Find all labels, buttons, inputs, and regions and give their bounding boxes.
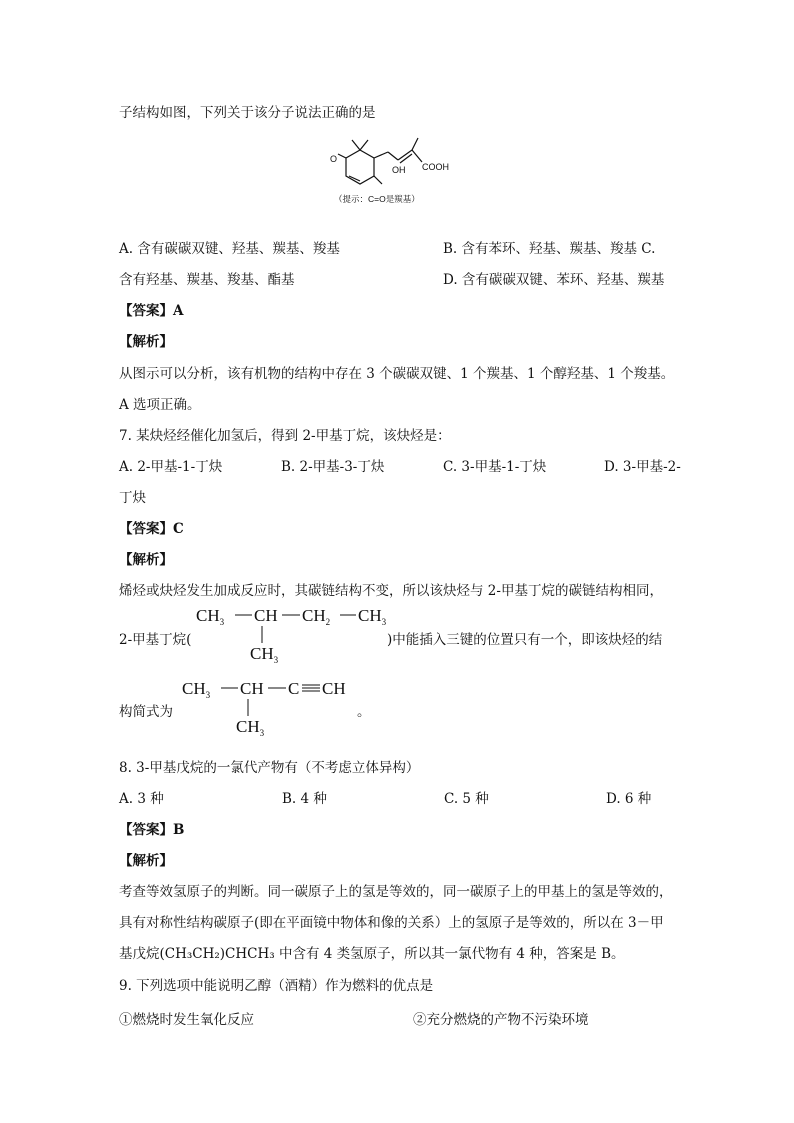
q8-option-b: B. 4 种 bbox=[282, 791, 327, 807]
q8-analysis-2: 具有对称性结构碳原子(即在平面镜中物体和像的关系）上的氢原子是等效的，所以在 3－甲 bbox=[119, 915, 664, 931]
q7-option-d-cont: 丁炔 bbox=[119, 490, 146, 506]
q6-option-d: D. 含有碳碳双键、苯环、羟基、羰基 bbox=[443, 272, 665, 288]
q6-stem: 子结构如图，下列关于该分子说法正确的是 bbox=[119, 105, 376, 121]
q8-answer: 【答案】B bbox=[119, 822, 185, 838]
q8-option-c: C. 5 种 bbox=[444, 791, 489, 807]
svg-text:CH2: $CH_2$ bbox=[302, 606, 331, 627]
q6-analysis-title: 【解析】 bbox=[119, 334, 173, 350]
svg-text:CH3: $CH_3$ bbox=[182, 679, 211, 700]
q7-analysis-title: 【解析】 bbox=[119, 552, 173, 568]
q6-option-c: 含有羟基、羰基、羧基、酯基 bbox=[119, 272, 295, 288]
q9-option-1: ①燃烧时发生氧化反应 bbox=[119, 1012, 254, 1028]
q7-analysis-2b: )中能插入三键的位置只有一个，即该炔烃的结 bbox=[387, 632, 663, 648]
svg-text:CH3: $CH_3$ bbox=[358, 606, 387, 627]
svg-text:C: C bbox=[288, 679, 300, 698]
q8-analysis-1: 考查等效氢原子的判断。同一碳原子上的氢是等效的，同一碳原子上的甲基上的氢是等效的， bbox=[119, 884, 673, 900]
hint-text: （提示：C=O是羰基） bbox=[334, 194, 420, 204]
q6-analysis-1: 从图示可以分析，该有机物的结构中存在 3 个碳碳双键、1 个羰基、1 个醇羟基、1 个羧基。 bbox=[119, 366, 675, 382]
hydroxyl-label: OH bbox=[392, 165, 406, 175]
q9-option-2: ②充分燃烧的产物不污染环境 bbox=[413, 1012, 589, 1028]
q9-stem: 9. 下列选项中能说明乙醇（酒精）作为燃料的优点是 bbox=[119, 978, 434, 994]
q8-analysis-3: 基戊烷(CH₃CH₂)CHCH₃ 中含有 4 类氢原子，所以其一氯代物有 4 种，答案是 B。 bbox=[119, 946, 625, 962]
q7-option-b: B. 2-甲基-3-丁炔 bbox=[281, 459, 385, 475]
q7-analysis-3a: 构简式为 bbox=[119, 704, 173, 720]
q7-analysis-1: 烯烃或炔烃发生加成反应时，其碳链结构不变，所以该炔烃与 2-甲基丁烷的碳链结构相同， bbox=[119, 583, 663, 599]
q7-formula-alkyne bbox=[178, 676, 358, 738]
q7-answer: 【答案】C bbox=[119, 521, 184, 537]
q6-option-b: B. 含有苯环、羟基、羰基、羧基 C. bbox=[443, 241, 656, 257]
q6-structure-image bbox=[330, 126, 470, 208]
q7-stem: 7. 某炔烃经催化加氢后，得到 2-甲基丁烷，该炔烃是： bbox=[119, 428, 451, 444]
svg-text:CH3: $CH_3$ bbox=[250, 644, 279, 665]
svg-text:CH3: $CH_3$ bbox=[236, 717, 265, 738]
svg-text:CH: CH bbox=[254, 606, 278, 625]
q7-analysis-3b: 。 bbox=[357, 704, 371, 720]
q8-option-a: A. 3 种 bbox=[119, 791, 164, 807]
ketone-o-label: O bbox=[330, 154, 338, 164]
q7-option-d: D. 3-甲基-2- bbox=[604, 459, 681, 475]
q7-option-a: A. 2-甲基-1-丁炔 bbox=[119, 459, 223, 475]
q8-stem: 8. 3-甲基戊烷的一氯代产物有（不考虑立体异构） bbox=[119, 760, 420, 776]
svg-text:CH3: $CH_3$ bbox=[196, 606, 225, 627]
q6-option-a: A. 含有碳碳双键、羟基、羰基、羧基 bbox=[119, 241, 340, 257]
q7-analysis-2a: 2-甲基丁烷( bbox=[119, 632, 192, 648]
q6-answer: 【答案】A bbox=[119, 303, 184, 319]
q7-option-c: C. 3-甲基-1-丁炔 bbox=[443, 459, 547, 475]
q8-option-d: D. 6 种 bbox=[606, 791, 652, 807]
carboxyl-label: COOH bbox=[422, 162, 449, 172]
q8-analysis-title: 【解析】 bbox=[119, 853, 173, 869]
q7-formula-2-methylbutane bbox=[192, 603, 392, 665]
svg-text:CH: CH bbox=[322, 679, 346, 698]
svg-text:CH: CH bbox=[240, 679, 264, 698]
q6-analysis-2: A 选项正确。 bbox=[119, 397, 201, 413]
